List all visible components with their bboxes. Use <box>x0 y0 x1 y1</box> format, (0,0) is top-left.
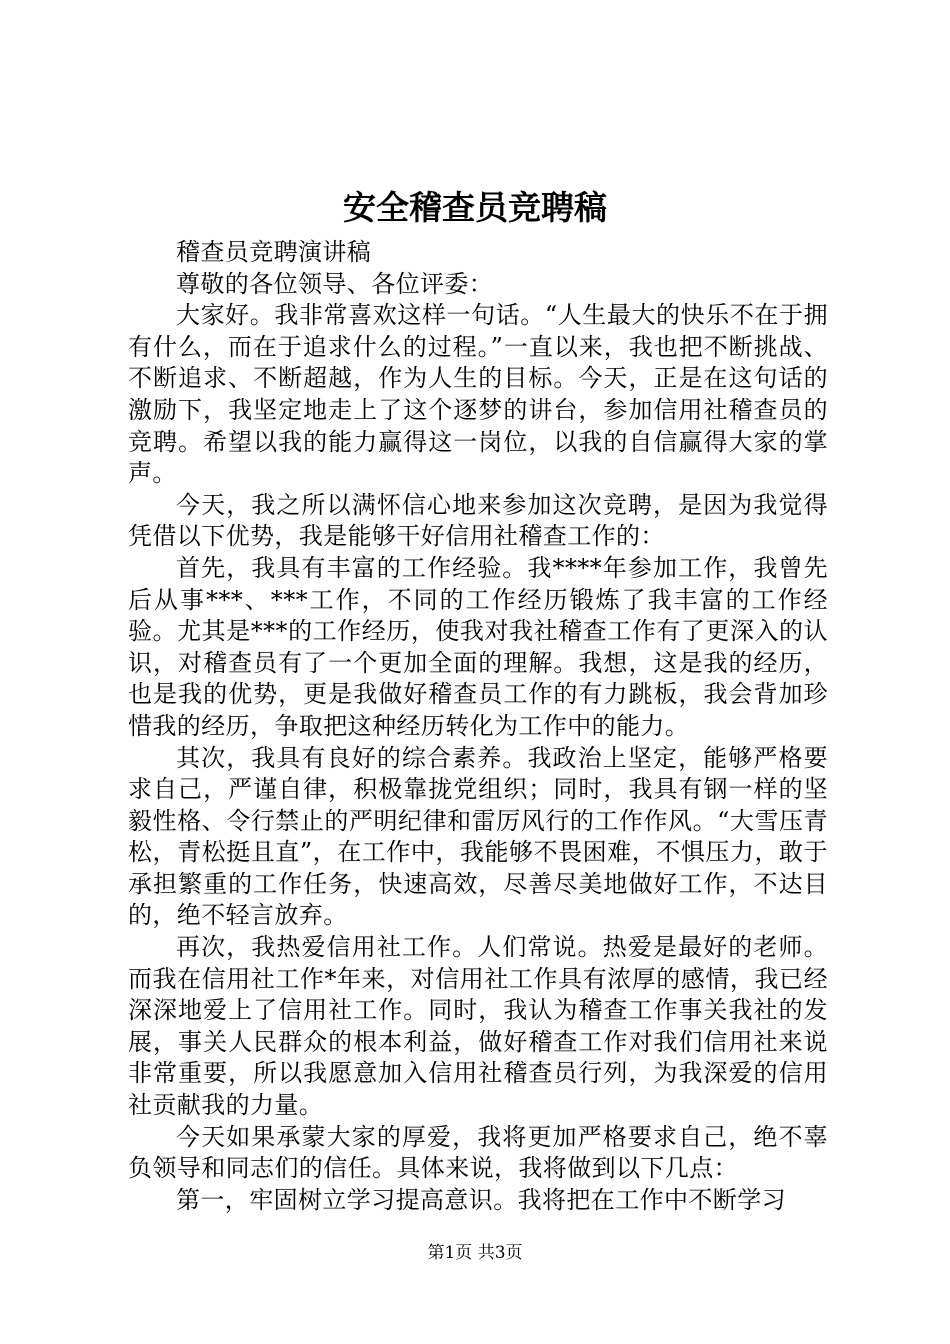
document-body <box>128 237 828 1216</box>
paragraph: 再次，我热爱信用社工作。人们常说。热爱是最好的老师。而我在信用社工作*年来，对信用社工作具有浓厚的感情，我已经深深地爱上了信用社工作。同时，我认为稽查工作事关我社的发展，事关人民群众的根本利益，做好稽查工作对我们信用社来说非常重要，所以我愿意加入信用社稽查员行列，为我深爱的信用社贡献我的力量。 <box>128 933 828 1120</box>
document-title: 安全稽查员竞聘稿 <box>343 188 607 227</box>
paragraph: 尊敬的各位领导、各位评委： <box>176 269 494 298</box>
paragraph: 第一，牢固树立学习提高意识。我将把在工作中不断学习 <box>176 1185 786 1214</box>
page-footer: 第1页 共3页 <box>427 1243 523 1263</box>
paragraph: 首先，我具有丰富的工作经验。我****年参加工作，我曾先后从事***、***工作，不同的工作经历锻炼了我丰富的工作经验。尤其是***的工作经历，使我对我社稽查工作有了更深入的认识，对稽查员有了一个更加全面的理解。我想，这是我的经历，也是我的优势，更是我做好稽查员工作的有力跳板，我会背加珍惜我的经历，争取把这种经历转化为工作中的能力。 <box>128 553 828 740</box>
paragraph: 今天，我之所以满怀信心地来参加这次竞聘，是因为我觉得凭借以下优势，我是能够干好信用社稽查工作的： <box>128 490 828 551</box>
paragraph: 大家好。我非常喜欢这样一句话。“人生最大的快乐不在于拥有什么，而在于追求什么的过程。”一直以来，我也把不断挑战、不断追求、不断超越，作为人生的目标。今天，正是在这句话的激励下，我坚定地走上了这个逐梦的讲台，参加信用社稽查员的竞聘。希望以我的能力赢得这一岗位，以我的自信赢得大家的掌声。 <box>128 301 828 488</box>
paragraph: 其次，我具有良好的综合素养。我政治上坚定，能够严格要求自己，严谨自律，积极靠拢党组织；同时，我具有钢一样的坚毅性格、令行禁止的严明纪律和雷厉风行的工作作风。“大雪压青松，青松挺且直”，在工作中，我能够不畏困难，不惧压力，敢于承担繁重的工作任务，快速高效，尽善尽美地做好工作，不达目的，绝不轻言放弃。 <box>128 743 828 930</box>
paragraph: 稽查员竞聘演讲稿 <box>176 238 372 266</box>
paragraph: 今天如果承蒙大家的厚爱，我将更加严格要求自己，绝不辜负领导和同志们的信任。具体来说，我将做到以下几点： <box>128 1122 828 1183</box>
